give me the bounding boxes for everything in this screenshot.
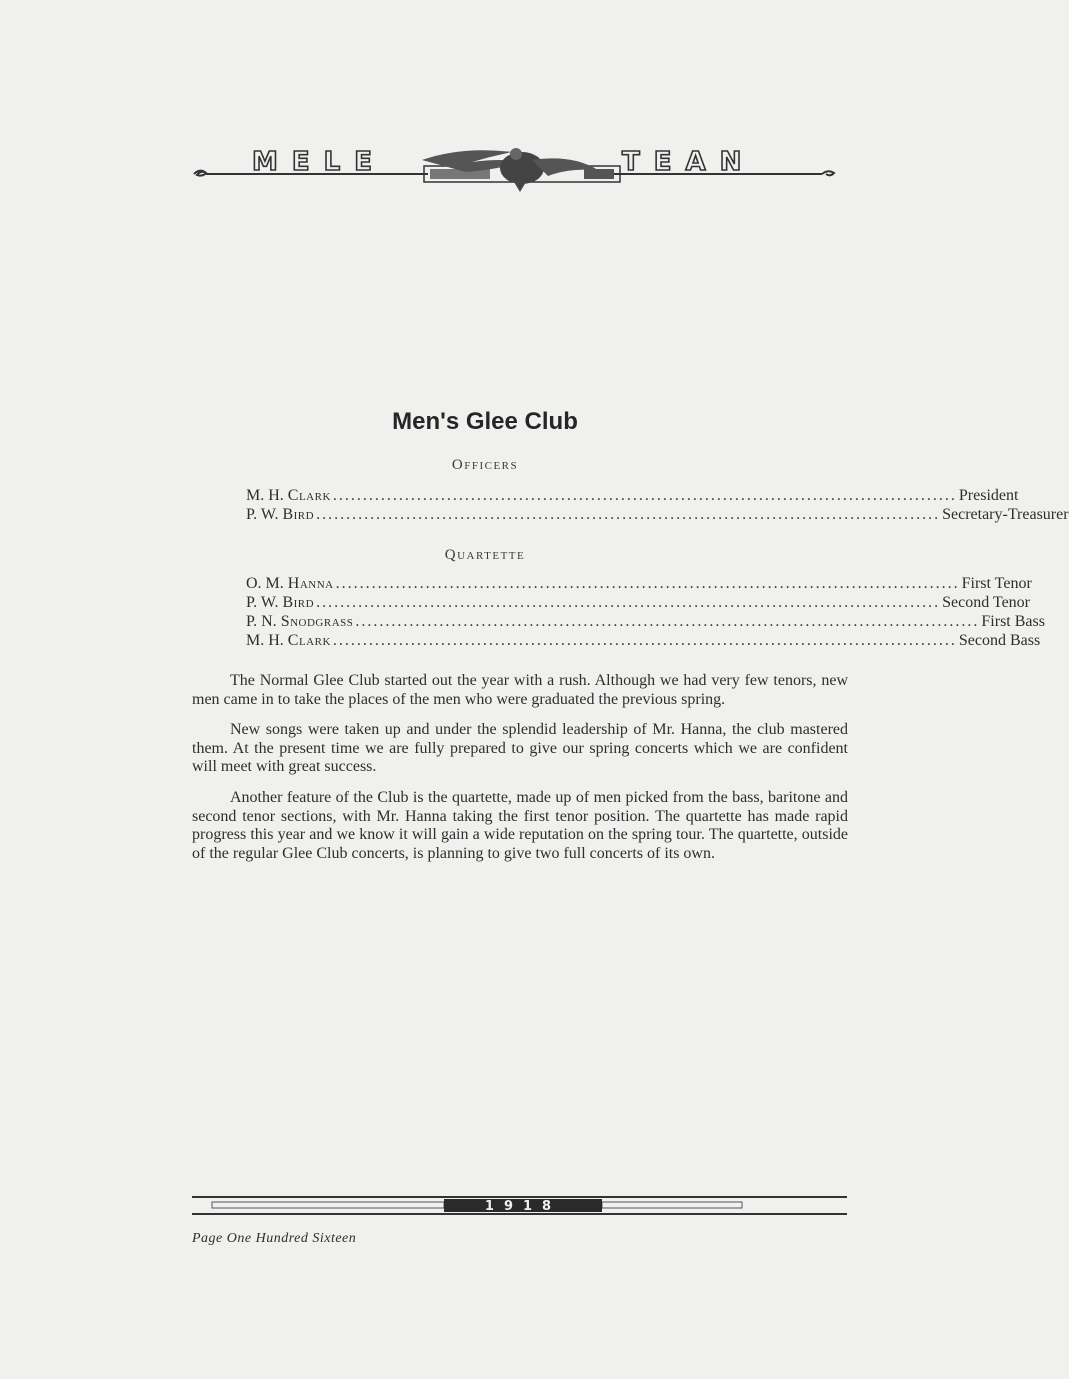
member-surname: Snodgrass	[280, 613, 354, 630]
quartette-list	[246, 574, 1045, 650]
member-initials: M. H.	[246, 487, 284, 504]
dot-leader: ........................................................................................................	[332, 632, 957, 649]
dot-leader: ........................................................................................................	[355, 613, 980, 630]
footer-year: 1918	[484, 1199, 562, 1214]
member-name	[246, 612, 353, 631]
member-name	[246, 486, 331, 505]
quartette-row	[246, 574, 1032, 593]
member-name	[246, 593, 314, 612]
member-initials: P. W.	[246, 506, 279, 523]
member-role: Secretary-Treasurer	[942, 506, 1069, 523]
member-name	[246, 631, 331, 650]
member-surname: Bird	[282, 594, 315, 611]
member-surname: Hanna	[287, 575, 334, 592]
member-role: President	[958, 487, 1019, 504]
member-initials: P. W.	[246, 594, 279, 611]
officers-heading: Officers	[451, 457, 519, 473]
header-right-word: TEAN	[622, 147, 756, 177]
member-surname: Clark	[287, 487, 331, 504]
member-name	[246, 505, 314, 524]
member-role: Second Bass	[958, 632, 1041, 649]
page-number-label: Page One Hundred Sixteen	[192, 1231, 357, 1246]
body-paragraph: The Normal Glee Club started out the year with a rush. Although we had very few tenors, new men came in to take the places of the men who were graduated the previous spring.	[192, 672, 848, 708]
footer-year-banner	[192, 1194, 847, 1218]
member-role: First Bass	[981, 613, 1045, 630]
left-flourish-icon	[194, 171, 206, 176]
officers-list	[246, 486, 1069, 524]
member-initials: O. M.	[246, 575, 284, 592]
header-left-word: MELE	[252, 147, 386, 177]
officer-row	[246, 486, 1019, 505]
member-surname: Bird	[282, 506, 315, 523]
quartette-row	[246, 631, 1041, 650]
body-paragraph: Another feature of the Club is the quartette, made up of men picked from the bass, baritone and second tenor sections, with Mr. Hanna taking the first tenor position. The quartette has made rapid progress this year and we know it will gain a wide reputation on the spring tour. The quartette, outside of the regular Glee Club concerts, is planning to give two full concerts of its own.	[192, 788, 848, 862]
quartette-row	[246, 593, 1030, 612]
dot-leader: ........................................................................................................	[332, 487, 957, 504]
quartette-heading: Quartette	[444, 547, 526, 563]
member-initials: P. N.	[246, 613, 277, 630]
member-name	[246, 574, 334, 593]
body-paragraph: New songs were taken up and under the splendid leadership of Mr. Hanna, the club mastered them. At the present time we are fully prepared to give our spring concerts which we are confident will meet with great success.	[192, 721, 848, 776]
right-flourish-icon	[822, 171, 834, 175]
page-title: Men's Glee Club	[392, 408, 578, 435]
member-role: First Tenor	[961, 575, 1032, 592]
dot-leader: ........................................................................................................	[335, 575, 960, 592]
quartette-row	[246, 612, 1045, 631]
officer-row	[246, 505, 1069, 524]
body-text	[192, 672, 848, 875]
member-role: Second Tenor	[942, 594, 1030, 611]
page-header-banner	[192, 138, 847, 196]
dot-leader: ........................................................................................................	[316, 506, 941, 523]
member-initials: M. H.	[246, 632, 284, 649]
dot-leader: ........................................................................................................	[316, 594, 941, 611]
member-surname: Clark	[287, 632, 331, 649]
